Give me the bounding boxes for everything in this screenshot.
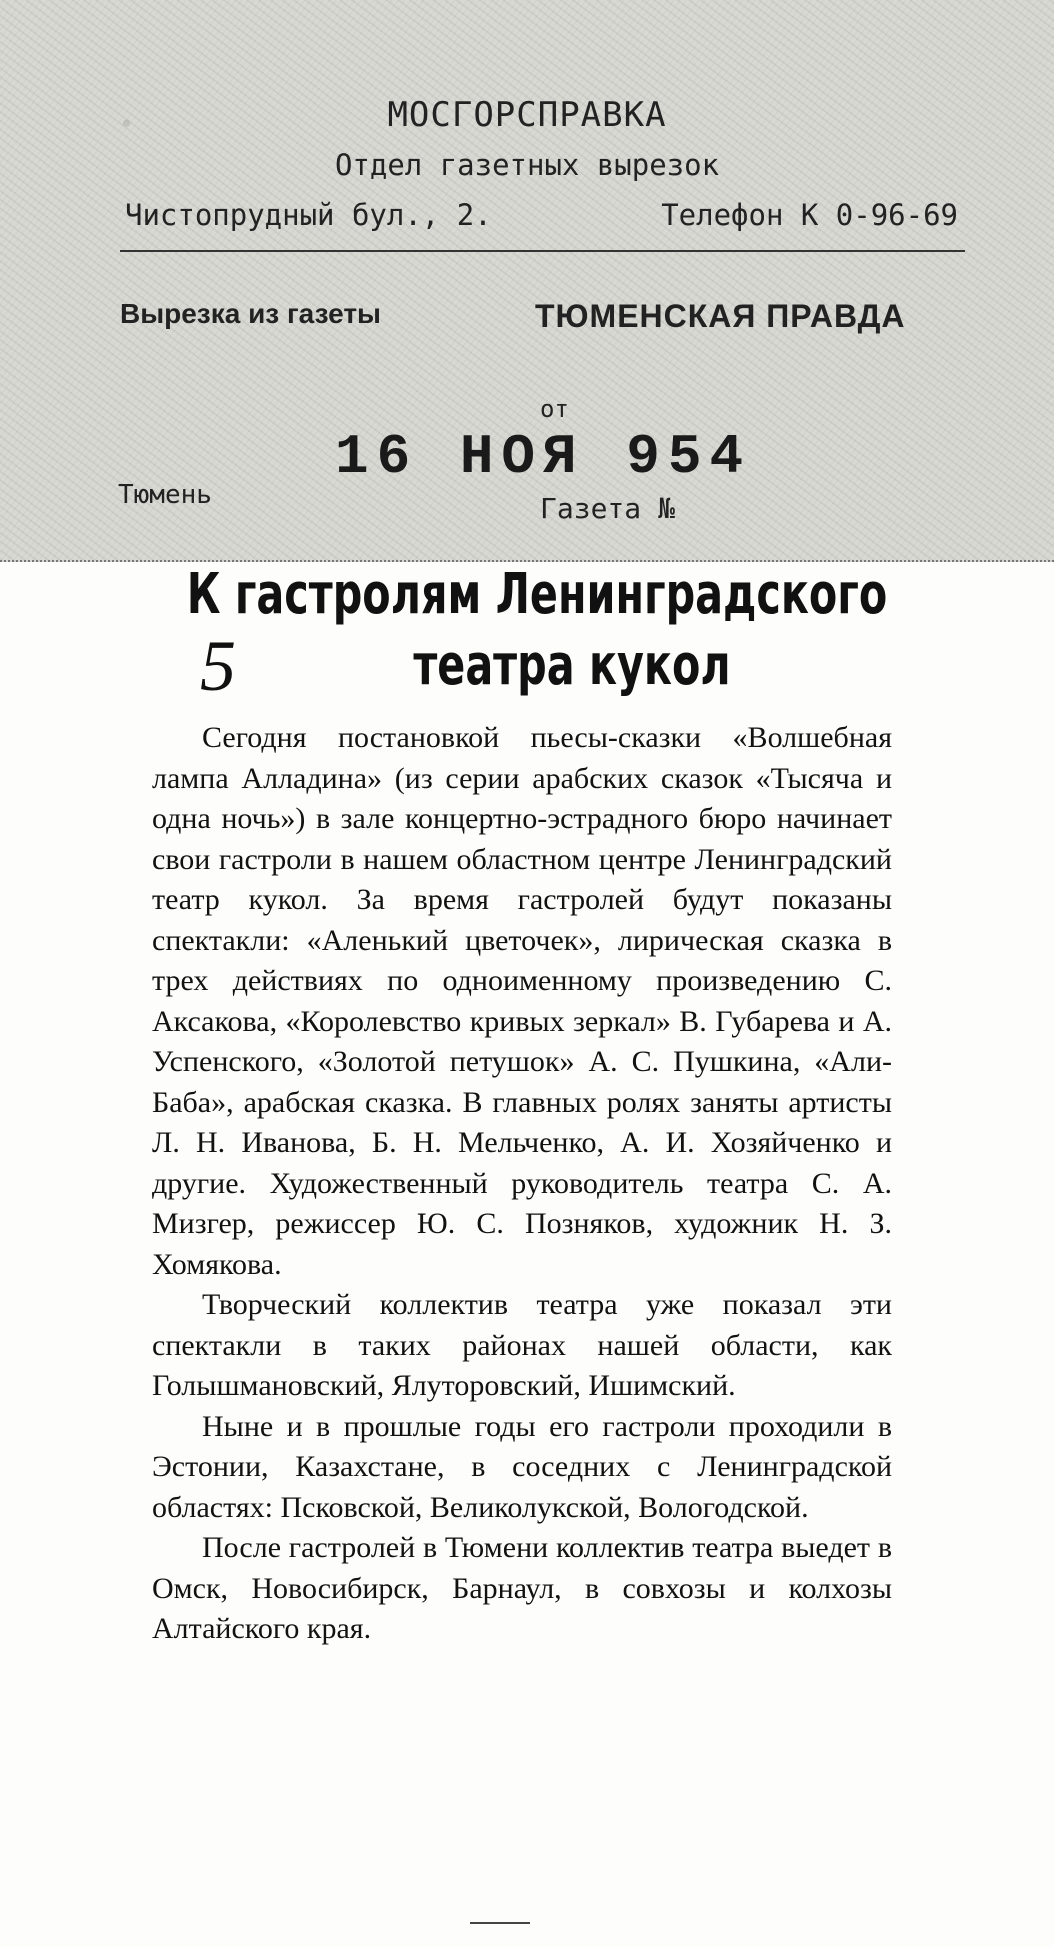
article-paragraph: Сегодня постановкой пьесы-сказки «Волшебная лампа Алладина» (из серии арабских сказок «Тысяча и одна ночь») в зале концертно-эстрадного бюро начинает свои гастроли в нашем областном центре Ленинградский театр кукол. За время гастролей будут показаны спектакли: «Аленький цветочек», лирическая сказка в трех действиях по одноименному произведению С. Аксакова, «Королевство кривых зеркал» В. Губарева и А. Успенского, «Золотой петушок» А. С. Пушкина, «Али-Баба», арабская сказка. В главных ролях заняты артисты Л. Н. Иванова, Б. Н. Мельченко, А. И. Хозяйченко и другие. Художественный руководитель театра С. А. Мизгер, режиссер Ю. С. Позняков, художник Н. З. Хомякова.	[152, 721, 892, 1281]
clipping-bureau-stamp	[0, 0, 1054, 562]
newspaper-name: ТЮМЕНСКАЯ ПРАВДА	[535, 298, 906, 334]
department-name: Отдел газетных вырезок	[334, 148, 720, 182]
bureau-phone: Телефон К 0-96-69	[661, 198, 958, 232]
article-paragraph: Творческий коллектив театра уже показал эти спектакли в таких районах нашей области, как Голышмановский, Ялуторовский, Ишимский.	[152, 1288, 892, 1402]
article-paragraph: После гастролей в Тюмени коллектив театра выедет в Омск, Новосибирск, Барнаул, в совхозы и колхозы Алтайского края.	[152, 1531, 892, 1645]
clipping-date: 16 НОЯ 954	[335, 425, 752, 489]
bureau-name: МОСГОРСПРАВКА	[387, 95, 667, 135]
handwritten-number: 5	[200, 626, 236, 706]
article-paragraph: Ныне и в прошлые годы его гастроли проходили в Эстонии, Казахстане, в соседних с Ленинградской областях: Псковской, Великолукской, Вологодской.	[152, 1409, 892, 1524]
article-headline	[0, 560, 1054, 702]
city-name: Тюмень	[118, 480, 212, 510]
date-prefix: от	[540, 395, 569, 423]
headline-line-1: К гастролям Ленинградского	[186, 562, 888, 627]
article-body	[152, 718, 892, 1650]
stamp-divider	[120, 250, 965, 252]
article-end-rule	[470, 1922, 530, 1924]
bureau-address: Чистопрудный бул., 2.	[125, 198, 492, 232]
headline-line-2: театра кукол	[413, 633, 731, 698]
issue-label: Газета №	[540, 492, 675, 525]
clip-label: Вырезка из газеты	[120, 298, 381, 329]
